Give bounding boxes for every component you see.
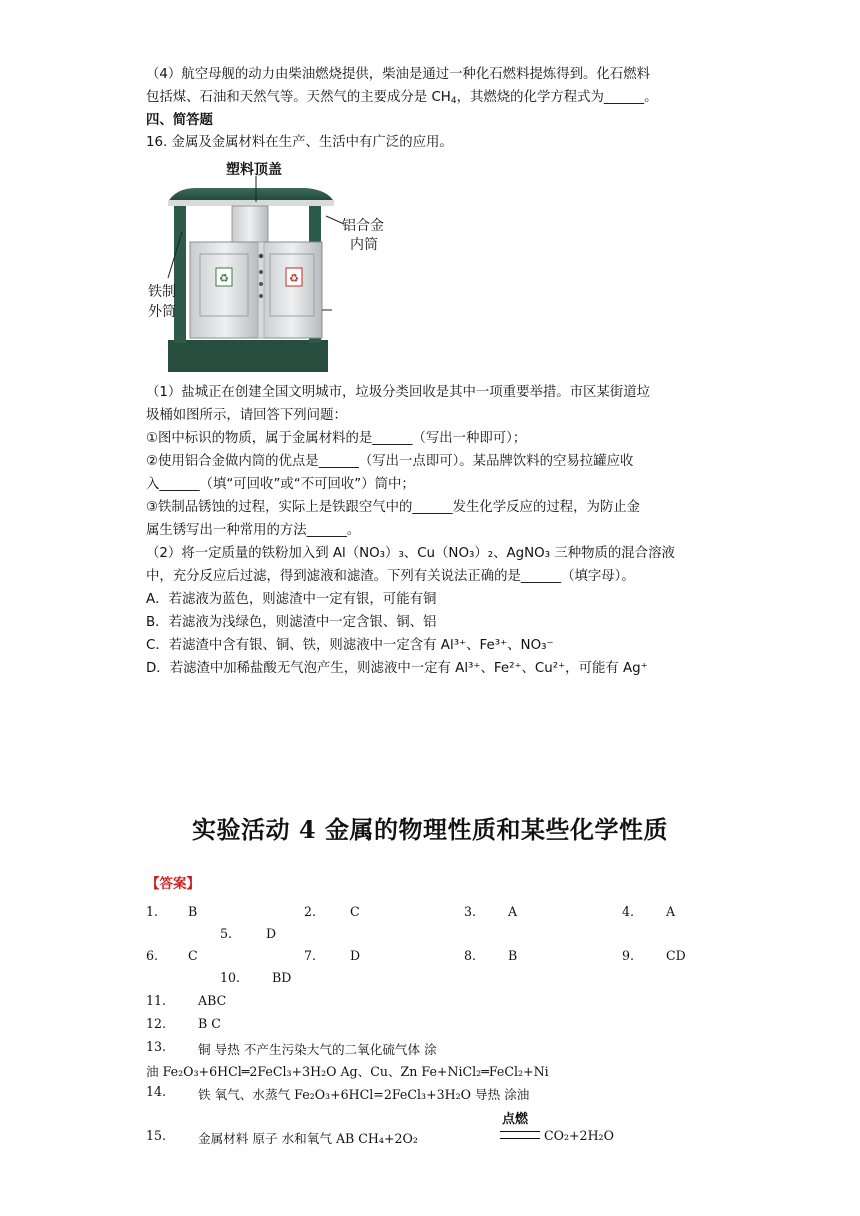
answer-num: 2. (304, 904, 317, 919)
answer-num: 4. (622, 904, 635, 919)
answer-value: B (508, 948, 518, 963)
q16-p2-line2: 中，充分反应后过滤，得到滤液和滤渣。下列有关说法正确的是______（填字母）。 (146, 569, 635, 584)
label-iron-2: 外筒 (148, 304, 176, 320)
q16-p1-line1: （1）盐城正在创建全国文明城市，垃圾分类回收是其中一项重要举措。市区某街道垃 (146, 385, 650, 400)
answer-num: 13. (146, 1039, 167, 1054)
answer-row-3 (146, 948, 746, 970)
q16-p1-line5: 入______（填“可回收”或“不可回收”）筒中； (146, 477, 415, 492)
answer-value: A (508, 904, 518, 919)
label-iron-1: 铁制 (148, 284, 176, 300)
answer-row-14 (146, 1084, 746, 1106)
answer-num: 8. (464, 948, 477, 963)
q15-4-line2-b: ，其燃烧的化学方程式为______。 (456, 90, 658, 105)
answer-value: D (350, 948, 361, 963)
equals-sign (500, 1131, 540, 1139)
answer-value: BD (272, 970, 292, 985)
answer-value: 油 Fe₂O₃+6HCl═2FeCl₃+3H₂O Ag、Cu、Zn Fe+NiCl₂═FeCl₂+Ni (146, 1064, 549, 1079)
q16-stem: 16. 金属及金属材料在生产、生活中有广泛的应用。 (146, 135, 453, 150)
trash-bin-image (146, 160, 396, 375)
answer-value: D (266, 926, 277, 941)
q16-option-d: D．若滤渣中加稀盐酸无气泡产生，则滤液中一定有 Al³⁺、Fe²⁺、Cu²⁺，可能有 Ag⁺ (146, 661, 648, 676)
q15-4-line2 (146, 87, 718, 110)
trash-bin-figure (146, 160, 396, 375)
q16-option-c: C．若滤渣中含有银、铜、铁，则滤液中一定含有 Al³⁺、Fe³⁺、NO₃⁻ (146, 638, 554, 653)
answer-num: 5. (220, 926, 233, 941)
label-plastic-lid: 塑料顶盖 (226, 162, 282, 178)
activity-title: 实验活动 4 金属的物理性质和某些化学性质 (192, 815, 668, 844)
label-aluminum-2: 内筒 (350, 237, 378, 253)
answer-value: 金属材料 原子 水和氧气 AB CH₄+2O₂ (198, 1131, 418, 1146)
q16-p1-line2: 圾桶如图所示，请回答下列问题： (146, 408, 347, 423)
answer-num: 11. (146, 993, 167, 1008)
answer-num: 7. (304, 948, 317, 963)
answer-value: A (666, 904, 676, 919)
q15-4-line2-a: 包括煤、石油和天然气等。天然气的主要成分是 CH (146, 90, 451, 105)
answer-num: 1. (146, 904, 159, 919)
q16-p2-line1: （2）将一定质量的铁粉加入到 Al（NO₃）₃、Cu（NO₃）₂、AgNO₃ 三种物质的混合溶液 (146, 546, 675, 561)
q16-p1-line3: ①图中标识的物质，属于金属材料的是______（写出一种即可）； (146, 431, 527, 446)
q16-p1-line6: ③铁制品锈蚀的过程，实际上是铁跟空气中的______发生化学反应的过程，为防止金 (146, 500, 641, 515)
q15-4-subscript: 4 (450, 96, 457, 106)
svg-text:♻: ♻ (289, 272, 299, 285)
answer-num: 10. (220, 970, 241, 985)
answer-row-12 (146, 1016, 746, 1038)
answer-row-4 (146, 970, 746, 992)
answer-value: C (188, 948, 198, 963)
answer-value: 铜 导热 不产生污染大气的二氧化硫气体 涂 (198, 1042, 437, 1057)
q15-4-line1: （4）航空母舰的动力由柴油燃烧提供，柴油是通过一种化石燃料提炼得到。化石燃料 (146, 67, 650, 82)
answer-num: 15. (146, 1128, 167, 1143)
answer-row-11 (146, 993, 746, 1015)
answer-value: C (350, 904, 360, 919)
answer-value: B (188, 904, 198, 919)
q16-option-a: A．若滤液为蓝色，则滤渣中一定有银，可能有铜 (146, 592, 437, 607)
answer-row-13b (146, 1061, 746, 1083)
q16-p1-line7: 属生锈写出一种常用的方法______。 (146, 523, 361, 538)
answer-value: 铁 氧气、水蒸气 Fe₂O₃+6HCl=2FeCl₃+3H₂O 导热 涂油 (198, 1087, 530, 1102)
answer-num: 6. (146, 948, 159, 963)
q16-p1-line4: ②使用铝合金做内筒的优点是______（写出一点即可）。某品牌饮料的空易拉罐应收 (146, 454, 634, 469)
answer-value: CD (666, 948, 686, 963)
section-heading: 四、简答题 (146, 113, 213, 128)
answer-num: 14. (146, 1084, 167, 1099)
answer-row-2 (146, 926, 746, 948)
reaction-condition: 点燃 (502, 1112, 529, 1127)
answer-row-1 (146, 904, 746, 926)
answer-heading: 【答案】 (146, 876, 200, 892)
answer-value: B C (198, 1016, 221, 1031)
answer-num: 3. (464, 904, 477, 919)
answer-num: 12. (146, 1016, 167, 1031)
label-aluminum-1: 铝合金 (342, 218, 384, 234)
answer-row-13 (146, 1039, 746, 1061)
answer-value: ABC (198, 993, 227, 1008)
svg-text:♻: ♻ (219, 272, 229, 285)
answer-row-15 (146, 1112, 746, 1150)
answer-num: 9. (622, 948, 635, 963)
q16-option-b: B．若滤液为浅绿色，则滤渣中一定含银、铜、铝 (146, 615, 437, 630)
answer-products: CO₂+2H₂O (544, 1128, 614, 1143)
